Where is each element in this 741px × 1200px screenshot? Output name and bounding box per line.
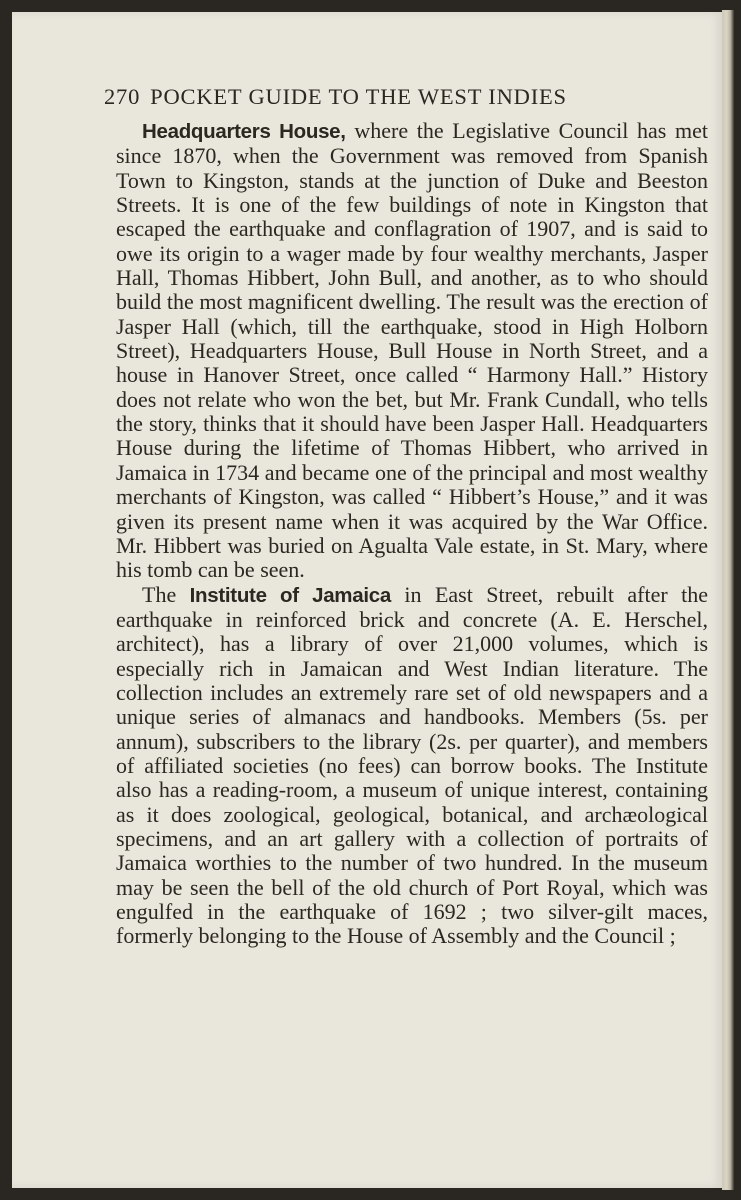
paragraph-institute-of-jamaica (116, 583, 708, 949)
paragraph-prefix: The (142, 581, 190, 607)
body-text (116, 119, 708, 949)
running-header (104, 84, 684, 110)
paragraph-headquarters-house (116, 119, 708, 583)
running-title: POCKET GUIDE TO THE WEST INDIES (150, 84, 567, 109)
heading-institute-of-jamaica: Institute of Jamaica (189, 583, 391, 607)
page-number: 270 (104, 84, 141, 109)
page-edge (722, 10, 734, 1190)
paragraph-text: in East Street, rebuilt after the earthquake in reinforced brick and concrete (A. E. Herschel, architect), has a library of over 21,000 volumes, which is especially rich in Jamaican and West Indian literature. The collection includes an extremely rare set of old newspapers and a unique series of almanacs and handbooks. Members (5s. per annum), subscribers to the library (2s. per quarter), and members of affiliated societies (no fees) can borrow books. The Institute also has a reading-room, a museum of unique interest, containing as it does zoological, geological, botanical, and archæological specimens, and an art gallery with a collection of portraits of Jamaica worthies to the number of two hundred. In the museum may be seen the bell of the old church of Port Royal, which was engulfed in the earthquake of 1692 ; two silver-gilt maces, formerly belonging to the House of Assembly and the Council ; (116, 581, 709, 949)
paragraph-text: where the Legislative Council has met since 1870, when the Government was removed from Spanish Town to Kingston, stands at the junction of Duke and Beeston Streets. It is one of the few buildings of note in Kingston that escaped the earthquake and conflagration of 1907, and is said to owe its origin to a wager made by four wealthy merchants, Jasper Hall, Thomas Hibbert, John Bull, and another, as to who should build the most magnificent dwelling. The result was the erection of Jasper Hall (which, till the earthquake, stood in High Holborn Street), Headquarters House, Bull House in North Street, and a house in Hanover Street, once called “ Harmony Hall.” History does not relate who won the bet, but Mr. Frank Cundall, who tells the story, thinks that it should have been Jasper Hall. Headquarters House during the lifetime of Thomas Hibbert, who arrived in Jamaica in 1734 and became one of the principal and most wealthy merchants of Kingston, was called “ Hibbert’s House,” and it was given its present name when it was acquired by the War Office. Mr. Hibbert was buried on Agualta Vale estate, in St. Mary, where his tomb can be seen. (116, 118, 708, 583)
book-page (12, 12, 724, 1188)
heading-headquarters-house: Headquarters House, (142, 120, 346, 143)
